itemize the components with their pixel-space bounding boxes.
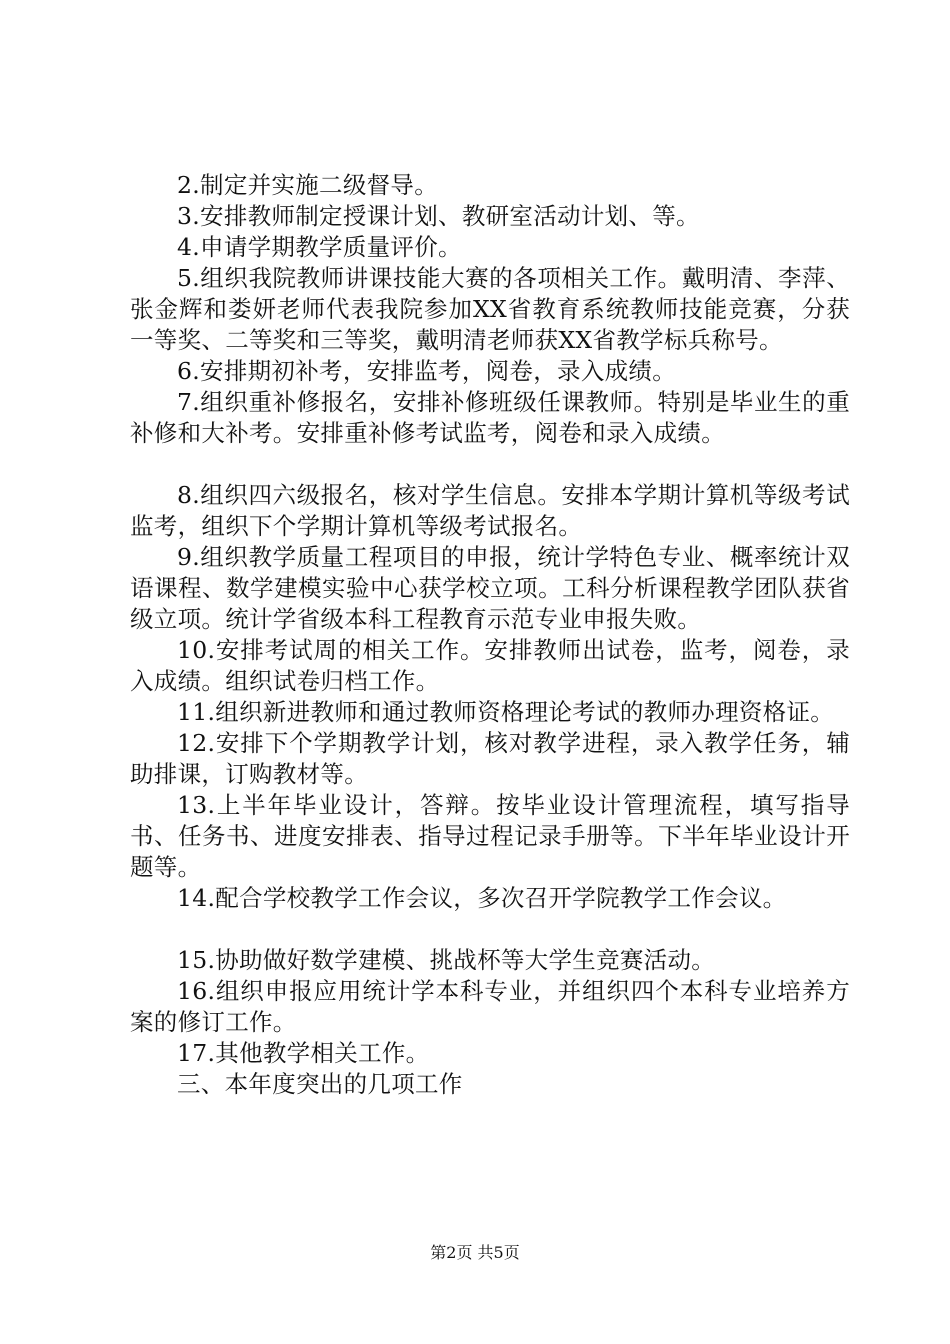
paragraph-item-15: 15.协助做好数学建模、挑战杯等大学生竞赛活动。 <box>177 946 716 974</box>
paragraph-item-17: 17.其他教学相关工作。 <box>177 1039 430 1067</box>
paragraph-item-14: 14.配合学校教学工作会议，多次召开学院教学工作会议。 <box>177 884 787 912</box>
section-heading: 三、本年度突出的几项工作 <box>177 1070 463 1098</box>
paragraph-item-7: 7.组织重补修报名，安排补修班级任课教师。特别是毕业生的重补修和大补考。安排重补修考试监考，阅卷和录入成绩。 <box>130 388 850 447</box>
document-body <box>130 170 850 1100</box>
page-number-footer: 第2页 共5页 <box>430 1243 520 1262</box>
paragraph-item-5: 5.组织我院教师讲课技能大赛的各项相关工作。戴明清、李萍、张金辉和娄妍老师代表我院参加XX省教育系统教师技能竞赛，分获一等奖、二等奖和三等奖，戴明清老师获XX省教学标兵称号。 <box>130 264 850 354</box>
paragraph-item-3: 3.安排教师制定授课计划、教研室活动计划、等。 <box>177 202 700 230</box>
paragraph-item-10: 10.安排考试周的相关工作。安排教师出试卷，监考，阅卷，录入成绩。组织试卷归档工作。 <box>130 636 850 695</box>
paragraph-item-16: 16.组织申报应用统计学本科专业，并组织四个本科专业培养方案的修订工作。 <box>130 977 850 1036</box>
paragraph-item-11: 11.组织新进教师和通过教师资格理论考试的教师办理资格证。 <box>177 698 835 726</box>
paragraph-item-2: 2.制定并实施二级督导。 <box>177 171 439 199</box>
paragraph-item-6: 6.安排期初补考，安排监考，阅卷，录入成绩。 <box>177 357 677 385</box>
paragraph-item-8: 8.组织四六级报名，核对学生信息。安排本学期计算机等级考试监考，组织下个学期计算机等级考试报名。 <box>130 481 850 540</box>
paragraph-item-9: 9.组织教学质量工程项目的申报，统计学特色专业、概率统计双语课程、数学建模实验中心获学校立项。工科分析课程教学团队获省级立项。统计学省级本科工程教育示范专业申报失败。 <box>130 543 850 633</box>
paragraph-item-4: 4.申请学期教学质量评价。 <box>177 233 462 261</box>
paragraph-item-13: 13.上半年毕业设计，答辩。按毕业设计管理流程，填写指导书、任务书、进度安排表、指导过程记录手册等。下半年毕业设计开题等。 <box>130 791 850 881</box>
paragraph-item-12: 12.安排下个学期教学计划，核对教学进程，录入教学任务，辅助排课，订购教材等。 <box>130 729 850 788</box>
